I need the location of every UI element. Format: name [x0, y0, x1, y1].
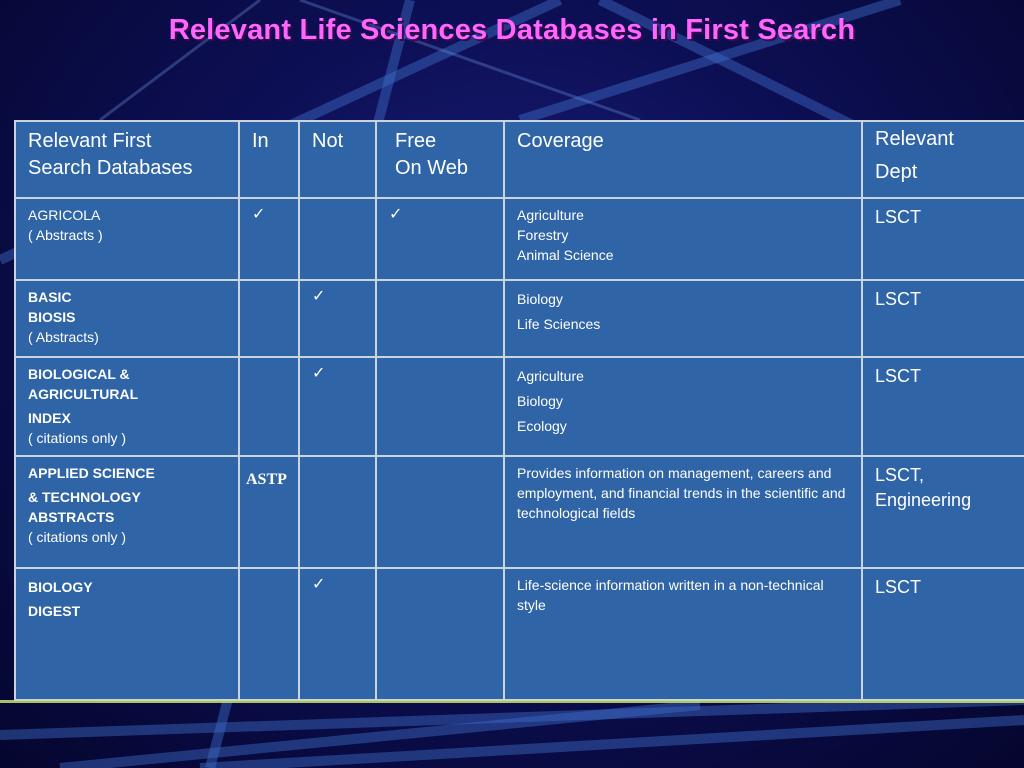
coverage-line: Biology	[517, 393, 563, 409]
table-header-row	[15, 121, 1024, 198]
not-check-icon: ✓	[299, 280, 376, 357]
header-database	[15, 121, 239, 198]
free-cell	[376, 568, 504, 700]
in-cell	[239, 568, 299, 700]
coverage-cell	[504, 280, 862, 357]
dept-cell	[862, 456, 1024, 568]
not-check-icon: ✓	[299, 357, 376, 456]
coverage-line: Agriculture	[517, 207, 584, 223]
database-name-line: APPLIED SCIENCE	[28, 465, 155, 481]
table-row	[15, 198, 1024, 280]
dept-cell: LSCT	[862, 280, 1024, 357]
database-name-line: DIGEST	[28, 603, 81, 619]
header-in: In	[239, 121, 299, 198]
database-name-line: BIOLOGY	[28, 579, 93, 595]
database-name	[15, 357, 239, 456]
coverage-line: Animal Science	[517, 247, 614, 263]
database-name	[15, 280, 239, 357]
free-cell	[376, 456, 504, 568]
header-dept	[862, 121, 1024, 198]
free-check-icon: ✓	[376, 198, 504, 280]
in-cell	[239, 357, 299, 456]
database-name	[15, 568, 239, 700]
database-name-line: BIOLOGICAL &	[28, 366, 130, 382]
coverage-line: Life Sciences	[517, 316, 601, 332]
database-name-line: ( citations only )	[28, 430, 127, 446]
free-cell	[376, 357, 504, 456]
coverage-line: Agriculture	[517, 368, 584, 384]
database-name	[15, 456, 239, 568]
database-name-line: ( citations only )	[28, 529, 127, 545]
not-cell	[299, 456, 376, 568]
dept-line: Engineering	[875, 490, 972, 510]
coverage-line: Ecology	[517, 418, 567, 434]
table-row	[15, 456, 1024, 568]
dept-cell: LSCT	[862, 357, 1024, 456]
header-dept-line2: Dept	[875, 161, 918, 183]
database-name	[15, 198, 239, 280]
in-check-icon: ✓	[239, 198, 299, 280]
database-name-line: BASIC	[28, 289, 72, 305]
database-name-line: INDEX	[28, 410, 71, 426]
dept-cell: LSCT	[862, 198, 1024, 280]
in-cell	[239, 456, 299, 568]
database-name-line: ABSTRACTS	[28, 509, 115, 525]
decorative-divider	[0, 700, 1024, 703]
header-free	[376, 121, 504, 198]
not-check-icon: ✓	[299, 568, 376, 700]
coverage-cell	[504, 198, 862, 280]
slide-title: Relevant Life Sciences Databases in First Search	[168, 14, 856, 46]
header-coverage: Coverage	[504, 121, 862, 198]
database-name-line: ( Abstracts)	[28, 329, 99, 345]
coverage-cell: Provides information on management, careers and employment, and financial trends in the scientific and technological fields	[504, 456, 862, 568]
header-database-line1: Relevant First	[28, 130, 152, 152]
table-row	[15, 357, 1024, 456]
database-name-line: ( Abstracts )	[28, 227, 103, 243]
table-row	[15, 280, 1024, 357]
free-cell	[376, 280, 504, 357]
database-table	[14, 120, 1024, 701]
astp-label: ASTP	[246, 471, 287, 488]
header-dept-line1: Relevant	[875, 128, 954, 150]
coverage-cell	[504, 357, 862, 456]
header-not: Not	[299, 121, 376, 198]
dept-line: LSCT,	[875, 465, 925, 485]
header-database-line2: Search Databases	[28, 157, 193, 179]
in-cell	[239, 280, 299, 357]
coverage-line: Biology	[517, 291, 563, 307]
header-free-line2: On Web	[395, 157, 468, 179]
coverage-cell: Life-science information written in a non-technical style	[504, 568, 862, 700]
table-row	[15, 568, 1024, 700]
database-name-line: & TECHNOLOGY	[28, 489, 141, 505]
not-cell	[299, 198, 376, 280]
database-name-line: AGRICOLA	[28, 207, 101, 223]
database-name-line: BIOSIS	[28, 309, 76, 325]
coverage-line: Forestry	[517, 227, 569, 243]
header-free-line1: Free	[395, 130, 437, 152]
database-name-line: AGRICULTURAL	[28, 386, 139, 402]
dept-cell: LSCT	[862, 568, 1024, 700]
